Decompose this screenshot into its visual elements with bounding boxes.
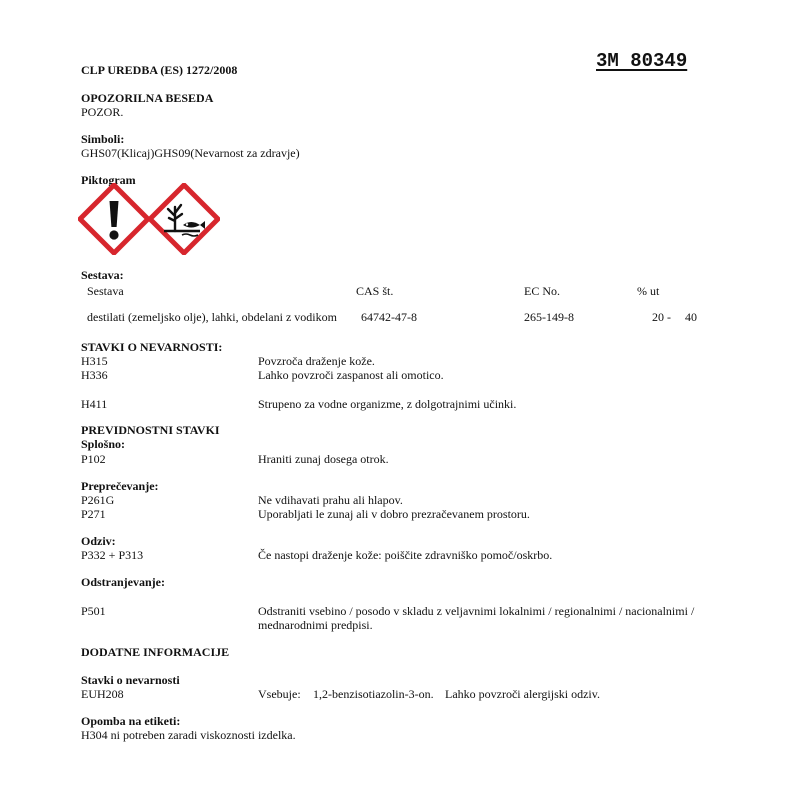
precaution-code: P102: [81, 452, 106, 466]
hazard-statements-heading: STAVKI O NEVARNOSTI:: [81, 340, 223, 354]
precaution-code: P271: [81, 507, 106, 521]
hazard-code: H315: [81, 354, 108, 368]
composition-row-pct-to: 40: [685, 310, 697, 324]
additional-info-heading: DODATNE INFORMACIJE: [81, 645, 230, 659]
composition-row-name: destilati (zemeljsko olje), lahki, obdelani z vodikom: [87, 310, 337, 324]
product-code: 3M 80349: [596, 50, 688, 72]
composition-col-pct: % ut: [637, 284, 660, 298]
symbols-value: GHS07(Klicaj)GHS09(Nevarnost za zdravje): [81, 146, 300, 160]
precaution-text: Uporabljati le zunaj ali v dobro prezračevanem prostoru.: [258, 507, 530, 521]
general-subheading: Splošno:: [81, 437, 126, 451]
composition-col-cas: CAS št.: [356, 284, 394, 298]
hazard-text: Lahko povzroči zaspanost ali omotico.: [258, 368, 444, 382]
composition-row-ec: 265-149-8: [524, 310, 574, 324]
symbols-heading: Simboli:: [81, 132, 125, 146]
regulation-heading: CLP UREDBA (ES) 1272/2008: [81, 63, 238, 77]
precaution-text: Odstraniti vsebino / posodo v skladu z veljavnimi lokalnimi / regionalnimi / nacionalnimi /: [258, 604, 695, 618]
hazard-code: H411: [81, 397, 108, 411]
euh-code: EUH208: [81, 687, 124, 701]
composition-col-name: Sestava: [87, 284, 124, 298]
precautionary-heading: PREVIDNOSTNI STAVKI: [81, 423, 220, 437]
contains-label: Vsebuje:: [258, 687, 301, 701]
substance-name: 1,2-benzisotiazolin-3-on.: [313, 687, 434, 701]
response-subheading: Odziv:: [81, 534, 116, 548]
precaution-code: P261G: [81, 493, 115, 507]
precaution-code: P332 + P313: [81, 548, 144, 562]
disposal-subheading: Odstranjevanje:: [81, 575, 165, 589]
additional-hazard-subheading: Stavki o nevarnosti: [81, 673, 180, 687]
composition-col-ec: EC No.: [524, 284, 560, 298]
hazard-text: Strupeno za vodne organizme, z dolgotrajnimi učinki.: [258, 397, 517, 411]
precaution-text: Ne vdihavati prahu ali hlapov.: [258, 493, 403, 507]
prevention-subheading: Preprečevanje:: [81, 479, 159, 493]
hazard-text: Povzroča draženje kože.: [258, 354, 375, 368]
composition-row-cas: 64742-47-8: [361, 310, 417, 324]
label-note-heading: Opomba na etiketi:: [81, 714, 181, 728]
label-note-text: H304 ni potreben zaradi viskoznosti izdelka.: [81, 728, 296, 742]
precaution-text: Hraniti zunaj dosega otrok.: [258, 452, 389, 466]
composition-row-pct-from: 20 -: [652, 310, 671, 324]
environment-hazard-icon: [148, 183, 220, 255]
composition-heading: Sestava:: [81, 268, 124, 282]
hazard-code: H336: [81, 368, 108, 382]
signal-word-value: POZOR.: [81, 105, 124, 119]
exclamation-mark-icon: [78, 183, 150, 255]
precaution-code: P501: [81, 604, 106, 618]
euh-text: Lahko povzroči alergijski odziv.: [445, 687, 600, 701]
precaution-text-continued: mednarodnimi predpisi.: [258, 618, 373, 632]
pictogram-heading: Piktogram: [81, 173, 136, 187]
precaution-text: Če nastopi draženje kože: poiščite zdravniško pomoč/oskrbo.: [258, 548, 553, 562]
signal-word-heading: OPOZORILNA BESEDA: [81, 91, 214, 105]
